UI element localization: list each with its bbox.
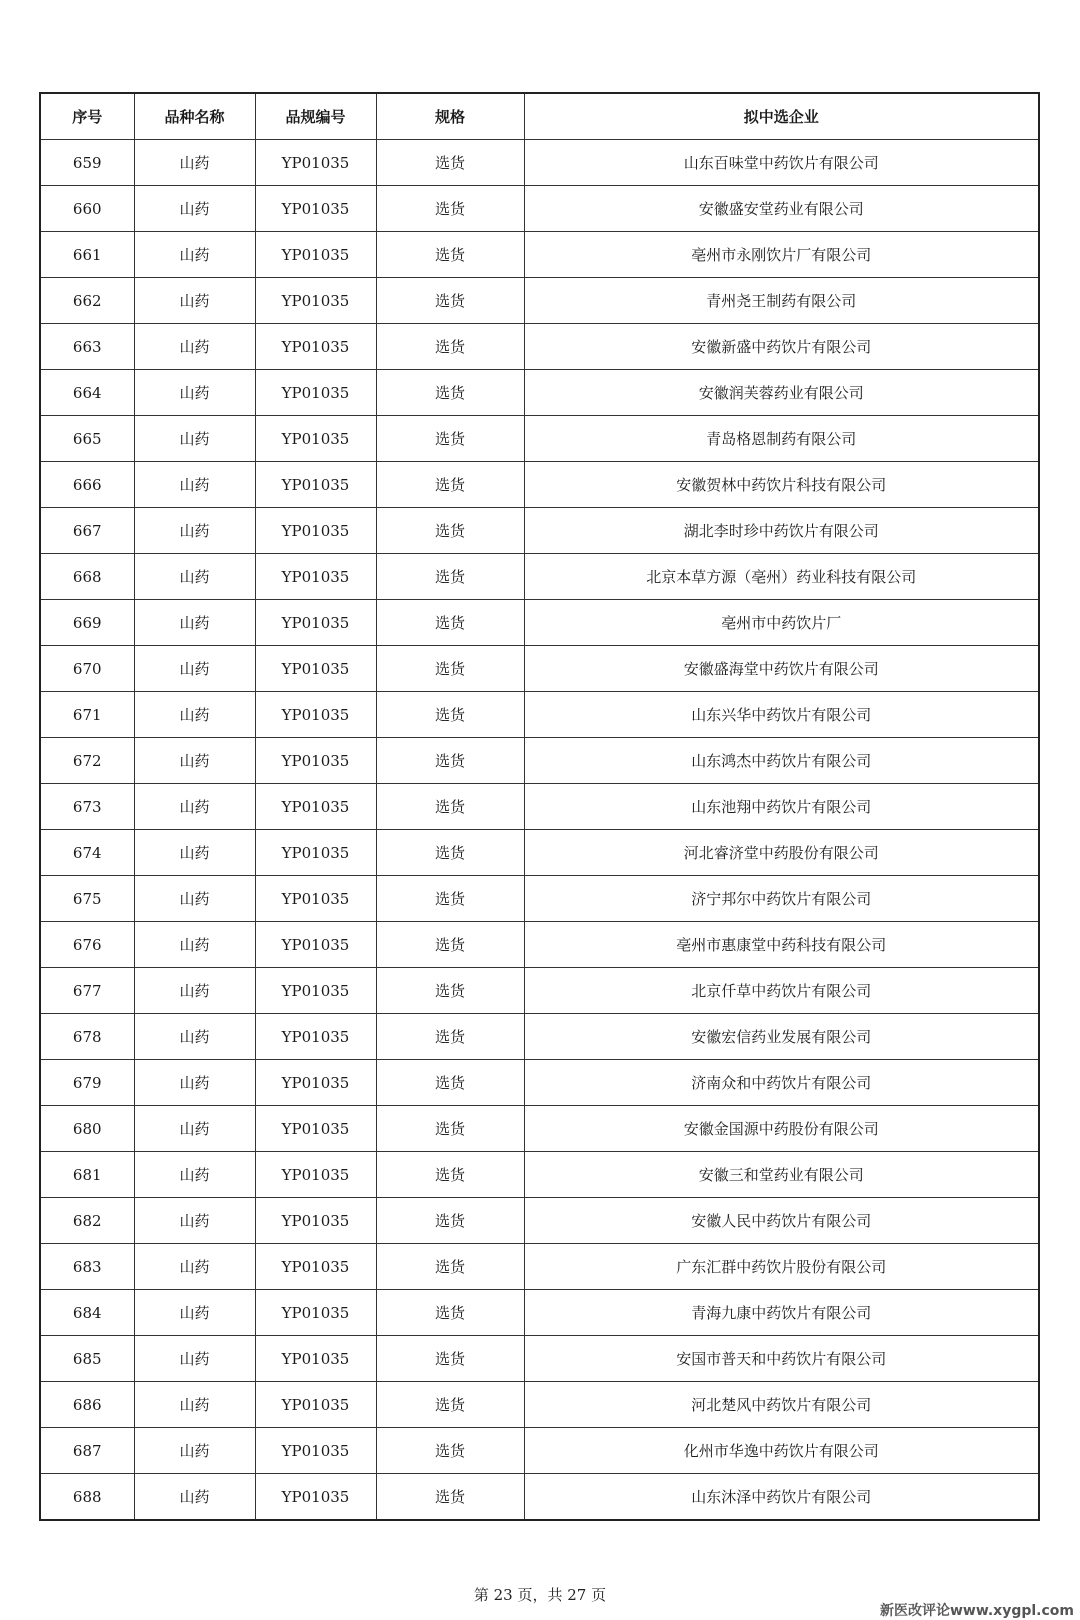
cell-variety-name: 山药 <box>134 140 255 186</box>
table-row <box>40 600 1039 646</box>
header-variety-name: 品种名称 <box>134 93 255 140</box>
cell-spec-code: YP01035 <box>255 1152 376 1198</box>
table-row <box>40 1060 1039 1106</box>
cell-variety-name: 山药 <box>134 462 255 508</box>
cell-enterprise-name: 青岛格恩制药有限公司 <box>524 416 1039 462</box>
cell-variety-name: 山药 <box>134 1290 255 1336</box>
cell-variety-name: 山药 <box>134 1336 255 1382</box>
cell-serial-number: 679 <box>40 1060 134 1106</box>
table-row <box>40 1428 1039 1474</box>
cell-enterprise-name: 青海九康中药饮片有限公司 <box>524 1290 1039 1336</box>
table-row <box>40 370 1039 416</box>
cell-spec-code: YP01035 <box>255 784 376 830</box>
cell-serial-number: 674 <box>40 830 134 876</box>
cell-spec-code: YP01035 <box>255 370 376 416</box>
cell-enterprise-name: 山东沐泽中药饮片有限公司 <box>524 1474 1039 1521</box>
cell-serial-number: 662 <box>40 278 134 324</box>
cell-specification: 选货 <box>376 416 524 462</box>
cell-spec-code: YP01035 <box>255 1474 376 1521</box>
cell-specification: 选货 <box>376 554 524 600</box>
winning-enterprises-table <box>39 92 1040 1521</box>
cell-variety-name: 山药 <box>134 186 255 232</box>
cell-enterprise-name: 北京仟草中药饮片有限公司 <box>524 968 1039 1014</box>
table-row <box>40 1014 1039 1060</box>
cell-variety-name: 山药 <box>134 1474 255 1521</box>
cell-enterprise-name: 安徽贺林中药饮片科技有限公司 <box>524 462 1039 508</box>
cell-serial-number: 670 <box>40 646 134 692</box>
cell-specification: 选货 <box>376 1106 524 1152</box>
table-row <box>40 876 1039 922</box>
cell-spec-code: YP01035 <box>255 416 376 462</box>
cell-specification: 选货 <box>376 232 524 278</box>
cell-enterprise-name: 广东汇群中药饮片股份有限公司 <box>524 1244 1039 1290</box>
table-row <box>40 692 1039 738</box>
cell-serial-number: 686 <box>40 1382 134 1428</box>
cell-serial-number: 681 <box>40 1152 134 1198</box>
cell-spec-code: YP01035 <box>255 1014 376 1060</box>
table-row <box>40 1106 1039 1152</box>
table-row <box>40 1152 1039 1198</box>
cell-enterprise-name: 山东鸿杰中药饮片有限公司 <box>524 738 1039 784</box>
cell-enterprise-name: 山东池翔中药饮片有限公司 <box>524 784 1039 830</box>
cell-serial-number: 678 <box>40 1014 134 1060</box>
cell-specification: 选货 <box>376 1428 524 1474</box>
cell-serial-number: 688 <box>40 1474 134 1521</box>
cell-spec-code: YP01035 <box>255 278 376 324</box>
table-row <box>40 508 1039 554</box>
cell-variety-name: 山药 <box>134 1382 255 1428</box>
table-row <box>40 968 1039 1014</box>
cell-spec-code: YP01035 <box>255 1060 376 1106</box>
cell-enterprise-name: 安徽盛安堂药业有限公司 <box>524 186 1039 232</box>
cell-serial-number: 660 <box>40 186 134 232</box>
table-body <box>40 140 1039 1521</box>
cell-variety-name: 山药 <box>134 968 255 1014</box>
cell-specification: 选货 <box>376 462 524 508</box>
cell-variety-name: 山药 <box>134 1198 255 1244</box>
cell-specification: 选货 <box>376 830 524 876</box>
cell-serial-number: 666 <box>40 462 134 508</box>
cell-enterprise-name: 山东百味堂中药饮片有限公司 <box>524 140 1039 186</box>
table-row <box>40 738 1039 784</box>
header-proposed-enterprise: 拟中选企业 <box>524 93 1039 140</box>
cell-spec-code: YP01035 <box>255 508 376 554</box>
cell-variety-name: 山药 <box>134 784 255 830</box>
cell-spec-code: YP01035 <box>255 462 376 508</box>
cell-specification: 选货 <box>376 1014 524 1060</box>
cell-variety-name: 山药 <box>134 232 255 278</box>
cell-serial-number: 675 <box>40 876 134 922</box>
cell-specification: 选货 <box>376 508 524 554</box>
cell-specification: 选货 <box>376 1474 524 1521</box>
cell-variety-name: 山药 <box>134 1060 255 1106</box>
cell-spec-code: YP01035 <box>255 1428 376 1474</box>
table-row <box>40 1474 1039 1521</box>
cell-enterprise-name: 山东兴华中药饮片有限公司 <box>524 692 1039 738</box>
cell-serial-number: 673 <box>40 784 134 830</box>
cell-variety-name: 山药 <box>134 1106 255 1152</box>
cell-enterprise-name: 安国市普天和中药饮片有限公司 <box>524 1336 1039 1382</box>
cell-variety-name: 山药 <box>134 416 255 462</box>
cell-spec-code: YP01035 <box>255 1244 376 1290</box>
cell-specification: 选货 <box>376 922 524 968</box>
cell-spec-code: YP01035 <box>255 692 376 738</box>
cell-enterprise-name: 河北睿济堂中药股份有限公司 <box>524 830 1039 876</box>
cell-spec-code: YP01035 <box>255 232 376 278</box>
header-specification: 规格 <box>376 93 524 140</box>
cell-serial-number: 684 <box>40 1290 134 1336</box>
page-footer: 第 23 页，共 27 页 <box>473 1586 607 1604</box>
cell-spec-code: YP01035 <box>255 600 376 646</box>
cell-variety-name: 山药 <box>134 508 255 554</box>
cell-serial-number: 667 <box>40 508 134 554</box>
cell-specification: 选货 <box>376 186 524 232</box>
table-row <box>40 462 1039 508</box>
cell-enterprise-name: 安徽人民中药饮片有限公司 <box>524 1198 1039 1244</box>
cell-enterprise-name: 安徽金国源中药股份有限公司 <box>524 1106 1039 1152</box>
cell-enterprise-name: 安徽盛海堂中药饮片有限公司 <box>524 646 1039 692</box>
cell-spec-code: YP01035 <box>255 1336 376 1382</box>
cell-variety-name: 山药 <box>134 370 255 416</box>
table-header-row <box>40 93 1039 140</box>
cell-variety-name: 山药 <box>134 1152 255 1198</box>
cell-specification: 选货 <box>376 1382 524 1428</box>
cell-enterprise-name: 安徽宏信药业发展有限公司 <box>524 1014 1039 1060</box>
cell-variety-name: 山药 <box>134 738 255 784</box>
cell-serial-number: 665 <box>40 416 134 462</box>
cell-serial-number: 685 <box>40 1336 134 1382</box>
table-row <box>40 1198 1039 1244</box>
cell-enterprise-name: 河北楚风中药饮片有限公司 <box>524 1382 1039 1428</box>
cell-spec-code: YP01035 <box>255 830 376 876</box>
cell-variety-name: 山药 <box>134 1428 255 1474</box>
cell-variety-name: 山药 <box>134 1014 255 1060</box>
cell-variety-name: 山药 <box>134 692 255 738</box>
table-row <box>40 140 1039 186</box>
cell-spec-code: YP01035 <box>255 1198 376 1244</box>
cell-serial-number: 659 <box>40 140 134 186</box>
cell-variety-name: 山药 <box>134 600 255 646</box>
cell-specification: 选货 <box>376 692 524 738</box>
winning-enterprises-table-container <box>39 92 1038 1521</box>
cell-spec-code: YP01035 <box>255 922 376 968</box>
cell-spec-code: YP01035 <box>255 186 376 232</box>
cell-specification: 选货 <box>376 1152 524 1198</box>
table-row <box>40 784 1039 830</box>
cell-spec-code: YP01035 <box>255 968 376 1014</box>
cell-serial-number: 671 <box>40 692 134 738</box>
cell-serial-number: 668 <box>40 554 134 600</box>
table-row <box>40 554 1039 600</box>
cell-specification: 选货 <box>376 738 524 784</box>
table-row <box>40 646 1039 692</box>
cell-enterprise-name: 北京本草方源（亳州）药业科技有限公司 <box>524 554 1039 600</box>
cell-spec-code: YP01035 <box>255 876 376 922</box>
cell-variety-name: 山药 <box>134 646 255 692</box>
cell-specification: 选货 <box>376 1060 524 1106</box>
cell-specification: 选货 <box>376 646 524 692</box>
cell-specification: 选货 <box>376 278 524 324</box>
cell-enterprise-name: 安徽新盛中药饮片有限公司 <box>524 324 1039 370</box>
cell-variety-name: 山药 <box>134 876 255 922</box>
table-row <box>40 186 1039 232</box>
cell-serial-number: 661 <box>40 232 134 278</box>
table-row <box>40 1244 1039 1290</box>
cell-specification: 选货 <box>376 784 524 830</box>
cell-specification: 选货 <box>376 1336 524 1382</box>
header-serial-number: 序号 <box>40 93 134 140</box>
cell-variety-name: 山药 <box>134 554 255 600</box>
header-spec-code: 品规编号 <box>255 93 376 140</box>
table-row <box>40 324 1039 370</box>
cell-serial-number: 672 <box>40 738 134 784</box>
cell-serial-number: 663 <box>40 324 134 370</box>
cell-specification: 选货 <box>376 370 524 416</box>
cell-spec-code: YP01035 <box>255 1290 376 1336</box>
table-row <box>40 278 1039 324</box>
cell-specification: 选货 <box>376 876 524 922</box>
cell-enterprise-name: 亳州市永刚饮片厂有限公司 <box>524 232 1039 278</box>
cell-serial-number: 682 <box>40 1198 134 1244</box>
cell-variety-name: 山药 <box>134 1244 255 1290</box>
cell-enterprise-name: 湖北李时珍中药饮片有限公司 <box>524 508 1039 554</box>
cell-spec-code: YP01035 <box>255 646 376 692</box>
cell-spec-code: YP01035 <box>255 554 376 600</box>
cell-enterprise-name: 济宁邦尔中药饮片有限公司 <box>524 876 1039 922</box>
cell-serial-number: 676 <box>40 922 134 968</box>
cell-enterprise-name: 济南众和中药饮片有限公司 <box>524 1060 1039 1106</box>
cell-spec-code: YP01035 <box>255 1382 376 1428</box>
cell-spec-code: YP01035 <box>255 324 376 370</box>
cell-serial-number: 664 <box>40 370 134 416</box>
cell-specification: 选货 <box>376 324 524 370</box>
cell-enterprise-name: 青州尧王制药有限公司 <box>524 278 1039 324</box>
cell-specification: 选货 <box>376 1244 524 1290</box>
table-row <box>40 830 1039 876</box>
cell-variety-name: 山药 <box>134 830 255 876</box>
cell-enterprise-name: 安徽三和堂药业有限公司 <box>524 1152 1039 1198</box>
cell-specification: 选货 <box>376 1198 524 1244</box>
cell-specification: 选货 <box>376 600 524 646</box>
cell-specification: 选货 <box>376 140 524 186</box>
cell-enterprise-name: 化州市华逸中药饮片有限公司 <box>524 1428 1039 1474</box>
table-row <box>40 232 1039 278</box>
cell-spec-code: YP01035 <box>255 738 376 784</box>
cell-serial-number: 683 <box>40 1244 134 1290</box>
cell-specification: 选货 <box>376 968 524 1014</box>
cell-specification: 选货 <box>376 1290 524 1336</box>
site-watermark: 新医改评论www.xygpl.com <box>879 1603 1074 1619</box>
cell-enterprise-name: 亳州市惠康堂中药科技有限公司 <box>524 922 1039 968</box>
table-row <box>40 1382 1039 1428</box>
cell-serial-number: 680 <box>40 1106 134 1152</box>
cell-serial-number: 677 <box>40 968 134 1014</box>
cell-spec-code: YP01035 <box>255 140 376 186</box>
table-row <box>40 922 1039 968</box>
table-row <box>40 1336 1039 1382</box>
cell-variety-name: 山药 <box>134 922 255 968</box>
cell-spec-code: YP01035 <box>255 1106 376 1152</box>
table-row <box>40 1290 1039 1336</box>
cell-enterprise-name: 亳州市中药饮片厂 <box>524 600 1039 646</box>
cell-enterprise-name: 安徽润芙蓉药业有限公司 <box>524 370 1039 416</box>
cell-variety-name: 山药 <box>134 324 255 370</box>
cell-serial-number: 669 <box>40 600 134 646</box>
cell-serial-number: 687 <box>40 1428 134 1474</box>
table-row <box>40 416 1039 462</box>
cell-variety-name: 山药 <box>134 278 255 324</box>
